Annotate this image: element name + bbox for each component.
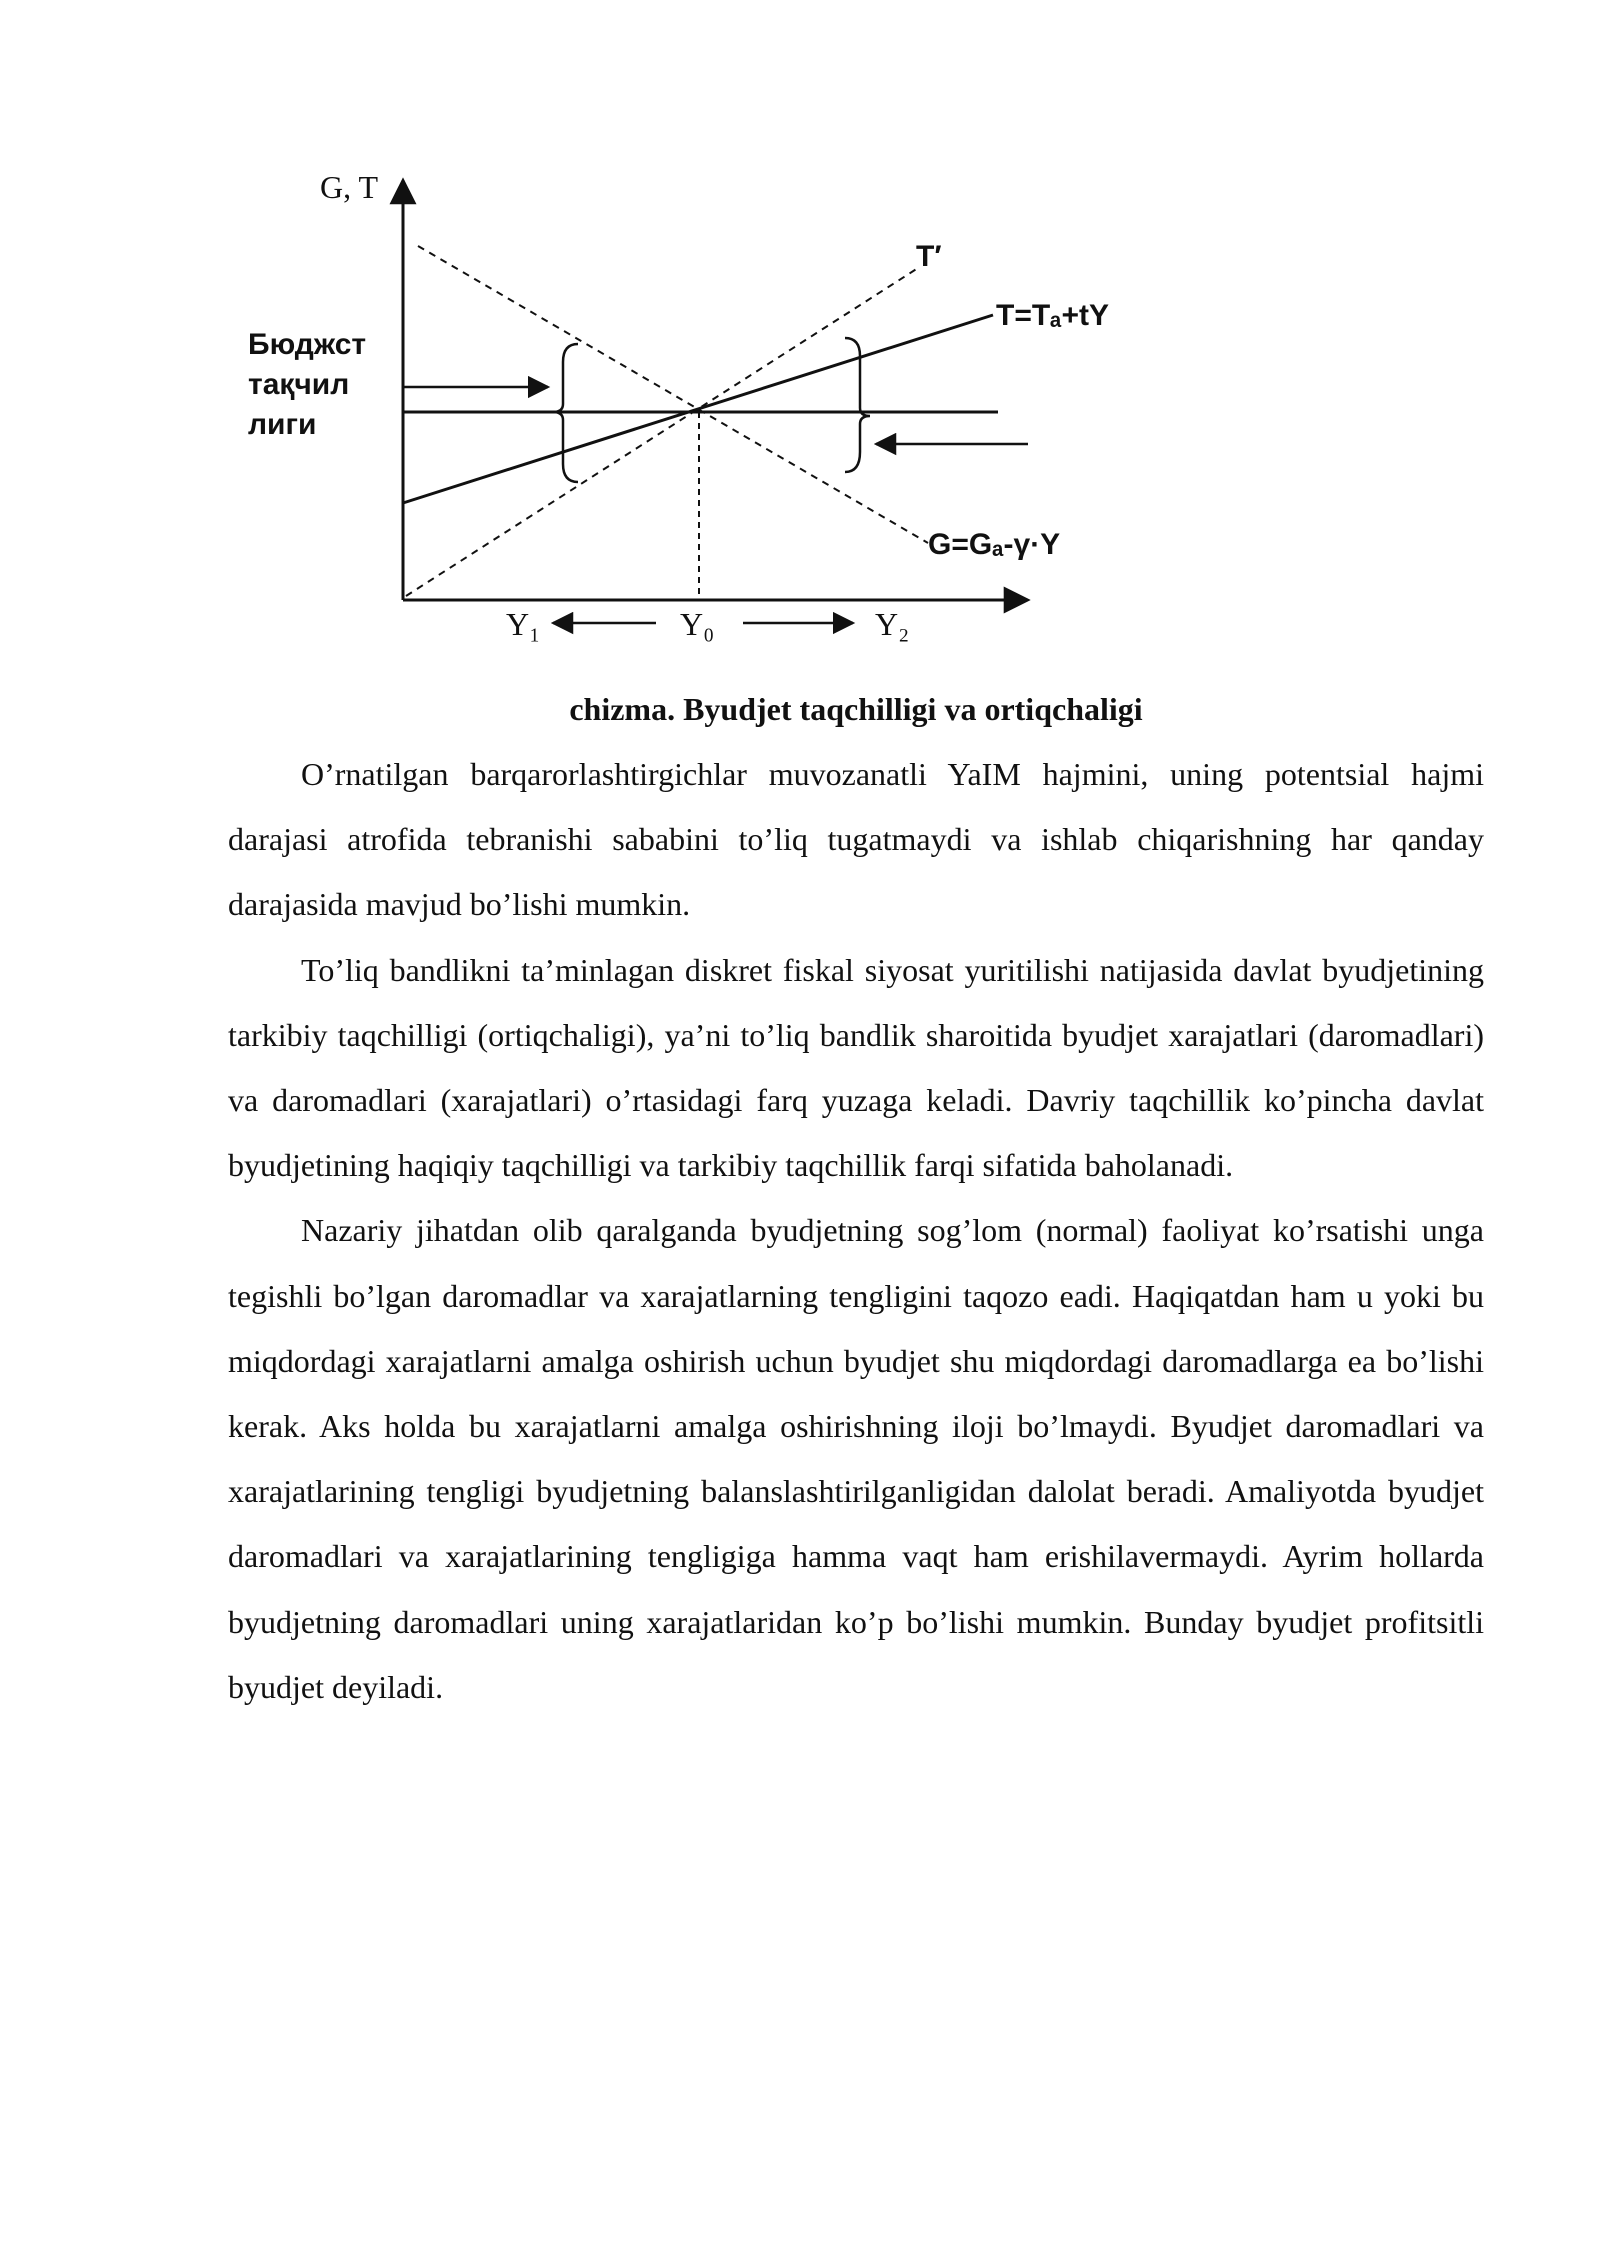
budget-deficit-diagram (228, 168, 1168, 668)
paragraph-2: To’liq bandlikni ta’minlagan diskret fiskal siyosat yuritilishi natijasida davlat byudjetining tarkibiy taqchilligi (ortiqchaligi), ya’ni to’liq bandlik sharoitida byudjet xarajatlari (daromadlari) va daromadlari (xarajatlari) o’rtasidagi farq yuzaga keladi. Davriy taqchillik ko’pincha davlat byudjetining haqiqiy taqchilligi va tarkibiy taqchillik farqi sifatida baholanadi. (228, 951, 1484, 1184)
deficit-label-line-1: Бюджст (248, 328, 367, 361)
line-g-spending (418, 246, 928, 543)
deficit-label-line-3: лиги (248, 408, 317, 441)
paragraph-1: O’rnatilgan barqarorlashtirgichlar muvozanatli YaIM hajmini, uning potentsial hajmi darajasi atrofida tebranishi sababini to’liq tugatmaydi va ishlab chiqarishning har qanday darajasida mavjud bo’lishi mumkin. (228, 756, 1484, 923)
t-line-label: T=Tₐ+tY (996, 299, 1110, 332)
paragraph-3: Nazariy jihatdan olib qaralganda byudjetning sog’lom (normal) faoliyat ko’rsatishi unga tegishli bo’lgan daromadlar va xarajatlarning tengligini taqozo eadi. Haqiqatdan ham u yoki bu miqdordagi xarajatlarni amalga oshirish uchun byudjet shu miqdordagi daromadlarga ea bo’lishi kerak. Aks holda bu xarajatlarni amalga oshirishning iloji bo’lmaydi. Byudjet daromadlari va xarajatlarining tengligi byudjetning balanslashtirilganligidan dalolat beradi. Amaliyotda byudjet daromadlari va xarajatlarining tengligiga hamma vaqt ham erishilavermaydi. Ayrim hollarda byudjetning daromadlari uning xarajatlaridan ko’p bo’lishi mumkin. Bunday byudjet profitsitli byudjet deyiladi. (228, 1212, 1484, 1705)
x-tick-y0: Y₀ (680, 606, 715, 642)
t-prime-label: T′ (916, 240, 942, 273)
g-line-label: G=Gₐ-γ·Y (928, 528, 1061, 561)
deficit-label-line-2: тақчил (248, 368, 350, 401)
line-t-prime (406, 268, 918, 596)
document-body (228, 742, 1484, 1720)
line-t-tax (403, 315, 993, 503)
x-tick-y1: Y₁ (506, 606, 541, 642)
x-tick-y2: Y₂ (875, 606, 910, 642)
figure-caption: chizma. Byudjet taqchilligi va ortiqchaligi (569, 691, 1143, 727)
y-axis-label: G, T (320, 169, 379, 205)
